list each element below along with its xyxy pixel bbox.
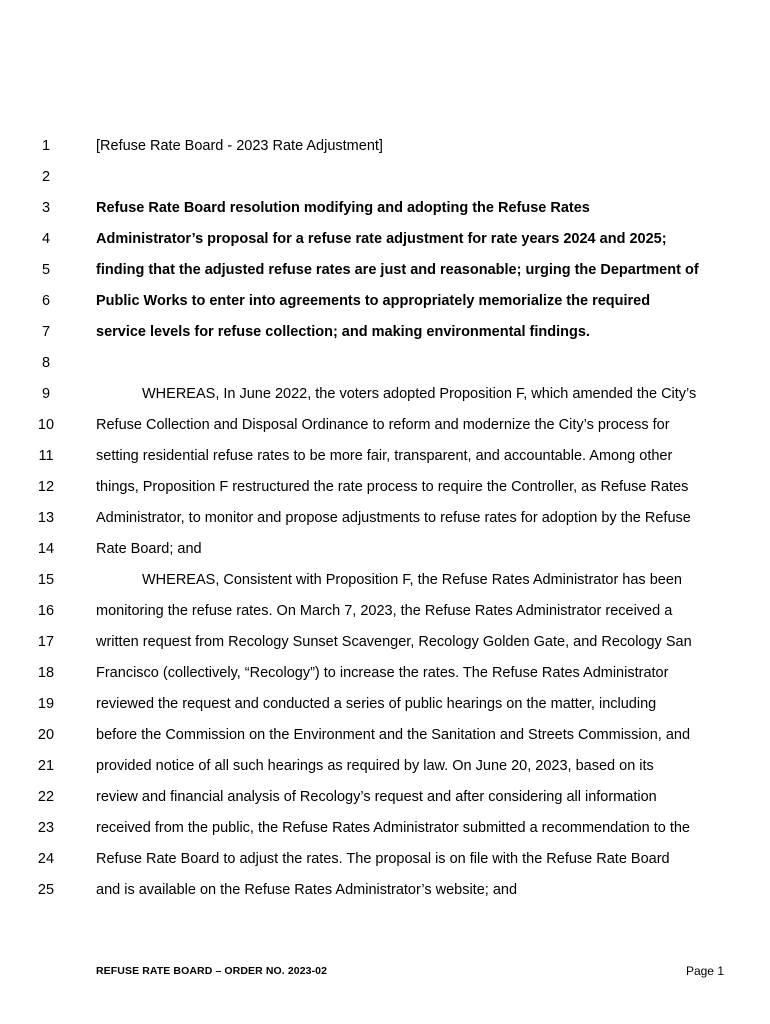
line-number: 25 — [37, 882, 55, 898]
resolution-summary-text: service levels for refuse collection; and making environmental findings. — [96, 324, 590, 340]
line-text: Refuse Collection and Disposal Ordinance to reform and modernize the City’s process for — [96, 417, 670, 433]
whereas-clause-text: WHEREAS, In June 2022, the voters adopted Proposition F, which amended the City’s — [142, 386, 697, 402]
line-12 — [0, 472, 770, 503]
line-text: Francisco (collectively, “Recology”) to increase the rates. The Refuse Rates Administrator — [96, 665, 669, 681]
line-4 — [0, 224, 770, 255]
line-25 — [0, 875, 770, 906]
line-number: 17 — [37, 634, 55, 650]
line-17 — [0, 627, 770, 658]
line-number: 14 — [37, 541, 55, 557]
line-text: review and financial analysis of Recology’s request and after considering all information — [96, 789, 657, 805]
line-16 — [0, 596, 770, 627]
document-title: [Refuse Rate Board - 2023 Rate Adjustment] — [96, 138, 383, 154]
line-number: 18 — [37, 665, 55, 681]
line-text: Refuse Rate Board to adjust the rates. The proposal is on file with the Refuse Rate Board — [96, 851, 670, 867]
line-2 — [0, 162, 770, 193]
line-text: Administrator, to monitor and propose adjustments to refuse rates for adoption by the Refuse — [96, 510, 691, 526]
line-number: 1 — [41, 138, 51, 154]
line-number: 3 — [41, 200, 51, 216]
line-8 — [0, 348, 770, 379]
whereas-clause-text: WHEREAS, Consistent with Proposition F, the Refuse Rates Administrator has been — [142, 572, 682, 588]
line-number: 5 — [41, 262, 51, 278]
line-1 — [0, 131, 770, 162]
resolution-summary-text: Public Works to enter into agreements to appropriately memorialize the required — [96, 293, 651, 309]
line-text: provided notice of all such hearings as required by law. On June 20, 2023, based on its — [96, 758, 654, 774]
line-23 — [0, 813, 770, 844]
line-19 — [0, 689, 770, 720]
line-number: 7 — [41, 324, 51, 340]
line-15 — [0, 565, 770, 596]
line-text: Rate Board; and — [96, 541, 202, 557]
line-3 — [0, 193, 770, 224]
line-11 — [0, 441, 770, 472]
line-number: 22 — [37, 789, 55, 805]
resolution-summary-text: Refuse Rate Board resolution modifying and adopting the Refuse Rates — [96, 200, 590, 216]
footer-page-number: Page 1 — [685, 964, 724, 978]
line-14 — [0, 534, 770, 565]
line-7 — [0, 317, 770, 348]
line-number: 8 — [41, 355, 51, 371]
line-18 — [0, 658, 770, 689]
line-number: 20 — [37, 727, 55, 743]
line-number: 24 — [37, 851, 55, 867]
line-10 — [0, 410, 770, 441]
line-text: setting residential refuse rates to be more fair, transparent, and accountable. Among other — [96, 448, 673, 464]
line-number: 19 — [37, 696, 55, 712]
line-number: 15 — [37, 572, 55, 588]
line-number: 12 — [37, 479, 55, 495]
line-text: and is available on the Refuse Rates Administrator’s website; and — [96, 882, 518, 898]
line-number: 11 — [38, 448, 54, 464]
line-24 — [0, 844, 770, 875]
line-number: 16 — [37, 603, 55, 619]
resolution-summary-text: finding that the adjusted refuse rates are just and reasonable; urging the Department of — [96, 262, 699, 278]
line-text: before the Commission on the Environment and the Sanitation and Streets Commission, and — [96, 727, 691, 743]
line-text: reviewed the request and conducted a series of public hearings on the matter, including — [96, 696, 657, 712]
line-6 — [0, 286, 770, 317]
line-22 — [0, 782, 770, 813]
line-text: received from the public, the Refuse Rates Administrator submitted a recommendation to the — [96, 820, 690, 836]
footer-order-number: REFUSE RATE BOARD – ORDER NO. 2023-02 — [96, 965, 328, 977]
line-5 — [0, 255, 770, 286]
line-number: 23 — [37, 820, 55, 836]
line-text: written request from Recology Sunset Scavenger, Recology Golden Gate, and Recology San — [96, 634, 692, 650]
line-20 — [0, 720, 770, 751]
line-13 — [0, 503, 770, 534]
line-9 — [0, 379, 770, 410]
line-text: monitoring the refuse rates. On March 7, 2023, the Refuse Rates Administrator received a — [96, 603, 673, 619]
line-number: 9 — [41, 386, 51, 402]
line-number: 2 — [41, 169, 51, 185]
line-21 — [0, 751, 770, 782]
line-number: 21 — [37, 758, 55, 774]
line-number: 13 — [37, 510, 55, 526]
line-number: 6 — [41, 293, 51, 309]
line-number: 4 — [41, 231, 51, 247]
line-number: 10 — [37, 417, 55, 433]
resolution-summary-text: Administrator’s proposal for a refuse rate adjustment for rate years 2024 and 2025; — [96, 231, 667, 247]
line-text: things, Proposition F restructured the rate process to require the Controller, as Refuse Rates — [96, 479, 689, 495]
